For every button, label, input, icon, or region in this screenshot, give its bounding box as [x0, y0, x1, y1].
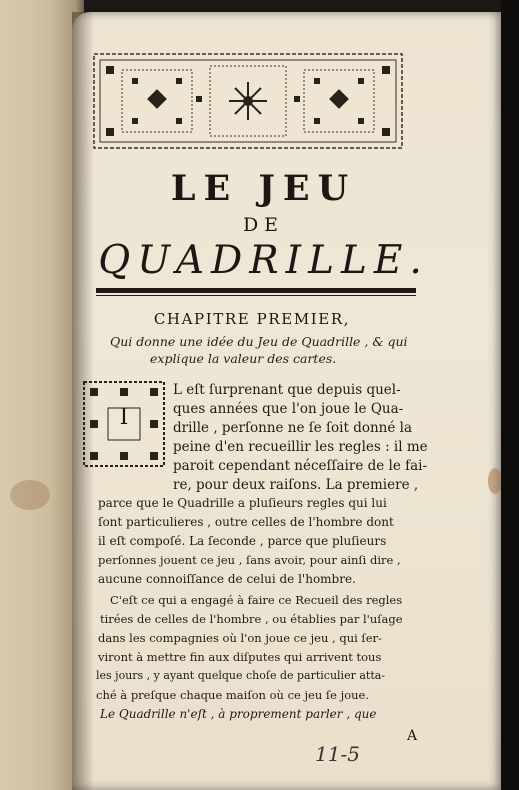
body-text-line: drille , perſonne ne ſe ſoit donné la — [173, 420, 413, 436]
body-text-line: Le Quadrille n'eſt , à proprement parler , que — [100, 707, 377, 721]
title-line-3: QUADRILLE. — [98, 238, 429, 283]
chapter-heading: CHAPITRE PREMIER, — [153, 310, 351, 328]
headpiece-ornament — [92, 52, 404, 150]
title-rule-thick — [96, 288, 416, 293]
body-text-line: peine d'en recueillir les regles : il me — [173, 439, 428, 455]
drop-cap-letter: I — [119, 405, 129, 430]
title-line-2: DE — [242, 214, 285, 236]
body-text-line: ques années que l'on joue le Qua- — [173, 401, 404, 417]
body-text-line: dans les compagnies où l'on joue ce jeu , qui ſer- — [98, 631, 382, 645]
body-text-line: ché à preſque chaque maiſon où ce jeu ſe joue. — [96, 688, 369, 702]
title-rule-thin — [96, 295, 416, 296]
title-line-1: LE JEU — [170, 168, 357, 209]
body-text-line: viront à mettre fin aux diſputes qui arrivent tous — [98, 650, 382, 664]
right-background-edge — [501, 0, 519, 790]
paper-stain — [488, 468, 502, 494]
body-text-line: il eſt compoſé. La ſeconde , parce que pluſieurs — [98, 534, 387, 548]
chapter-subtitle-line: Qui donne une idée du Jeu de Quadrille , & qui — [110, 334, 408, 349]
body-text-line: C'eſt ce qui a engagé à faire ce Recueil des regles — [110, 593, 403, 607]
paper-stain — [10, 480, 50, 510]
body-text-line: les jours , y ayant quelque choſe de particulier atta- — [96, 669, 386, 682]
body-text-line: paroit cependant néceſſaire de le fai- — [173, 458, 428, 474]
signature-mark: A — [407, 728, 418, 744]
body-text-line: parce que le Quadrille a pluſieurs regles qui lui — [98, 496, 387, 510]
body-text-line: re, pour deux raiſons. La premiere , — [173, 477, 419, 493]
handwritten-note: 11-5 — [315, 742, 360, 766]
body-text-line: ſont particulieres , outre celles de l'hombre dont — [98, 515, 394, 529]
chapter-subtitle-line: explique la valeur des cartes. — [150, 351, 337, 366]
body-text-line: L eſt ſurprenant que depuis quel- — [173, 382, 401, 398]
body-text-line: aucune connoiſſance de celui de l'hombre. — [98, 572, 356, 586]
body-text-line: tirées de celles de l'hombre , ou établies par l'uſage — [100, 612, 403, 626]
body-text-line: perſonnes jouent ce jeu , ſans avoir, pour ainſi dire , — [98, 553, 401, 567]
